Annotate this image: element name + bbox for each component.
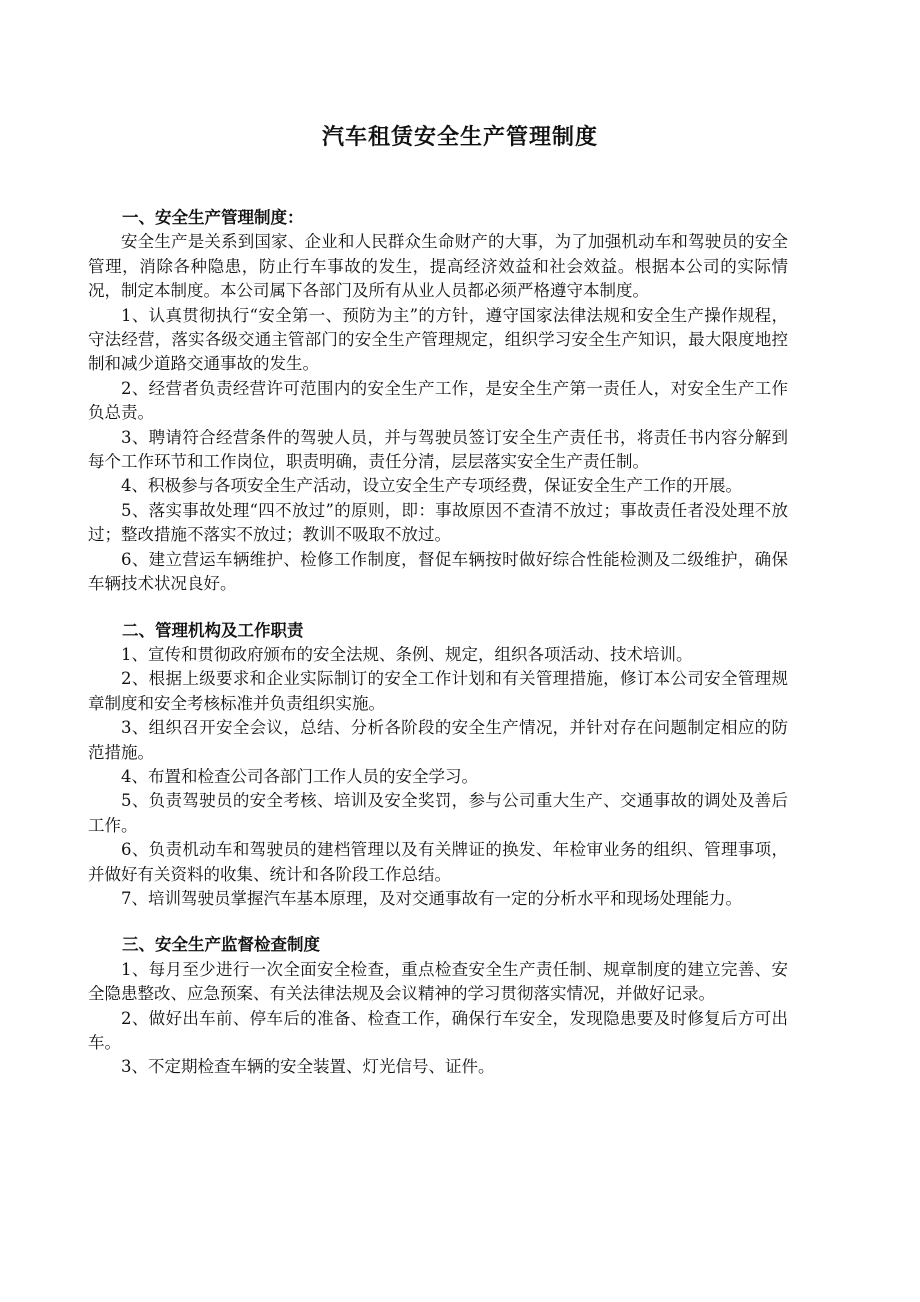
section-supervision-inspection xyxy=(88,933,788,1079)
section-heading: 二、管理机构及工作职责 xyxy=(122,620,304,640)
section-spacer xyxy=(88,597,788,619)
paragraph: 6、负责机动车和驾驶员的建档管理以及有关牌证的换发、年检审业务的组织、管理事项，并做好有关资料的收集、统计和各阶段工作总结。 xyxy=(88,840,788,884)
paragraph: 5、负责驾驶员的安全考核、培训及安全奖罚，参与公司重大生产、交通事故的调处及善后工作。 xyxy=(88,791,788,835)
paragraph: 2、经营者负责经营许可范围内的安全生产工作，是安全生产第一责任人，对安全生产工作负总责。 xyxy=(88,378,788,423)
paragraph: 1、认真贯彻执行“安全第一、预防为主”的方针，遵守国家法律法规和安全生产操作规程，守法经营，落实各级交通主管部门的安全生产管理规定，组织学习安全生产知识，最大限度地控制和减少道路交通事故的发生。 xyxy=(88,305,788,374)
paragraph: 安全生产是关系到国家、企业和人民群众生命财产的大事，为了加强机动车和驾驶员的安全管理，消除各种隐患，防止行车事故的发生，提高经济效益和社会效益。根据本公司的实际情况，制定本制度。本公司属下各部门及所有从业人员都必须严格遵守本制度。 xyxy=(88,232,788,301)
section-heading: 三、安全生产监督检查制度 xyxy=(122,935,320,955)
section-heading: 一、安全生产管理制度： xyxy=(122,208,304,227)
section-safety-management xyxy=(88,206,788,597)
paragraph: 7、培训驾驶员掌握汽车基本原理，及对交通事故有一定的分析水平和现场处理能力。 xyxy=(121,888,742,908)
paragraph: 4、积极参与各项安全生产活动，设立安全生产专项经费，保证安全生产工作的开展。 xyxy=(121,476,742,496)
section-spacer xyxy=(88,911,788,933)
paragraph: 4、布置和检查公司各部门工作人员的安全学习。 xyxy=(121,766,478,786)
document-body xyxy=(88,206,788,1080)
paragraph: 5、落实事故处理“四不放过”的原则，即：事故原因不查清不放过；事故责任者没处理不放过；整改措施不落实不放过；教训不吸取不放过。 xyxy=(88,500,788,545)
paragraph: 6、建立营运车辆维护、检修工作制度，督促车辆按时做好综合性能检测及二级维护，确保车辆技术状况良好。 xyxy=(88,549,788,594)
paragraph: 3、聘请符合经营条件的驾驶人员，并与驾驶员签订安全生产责任书，将责任书内容分解到每个工作环节和工作岗位，职责明确，责任分清，层层落实安全生产责任制。 xyxy=(88,427,788,472)
section-organization-duties xyxy=(88,619,788,912)
paragraph: 1、宣传和贯彻政府颁布的安全法规、条例、规定，组织各项活动、技术培训。 xyxy=(121,644,693,664)
paragraph: 1、每月至少进行一次全面安全检查，重点检查安全生产责任制、规章制度的建立完善、安全隐患整改、应急预案、有关法律法规及会议精神的学习贯彻落实情况，并做好记录。 xyxy=(88,959,788,1004)
paragraph: 2、做好出车前、停车后的准备、检查工作，确保行车安全，发现隐患要及时修复后方可出车。 xyxy=(88,1008,788,1052)
paragraph: 2、根据上级要求和企业实际制订的安全工作计划和有关管理措施，修订本公司安全管理规章制度和安全考核标准并负责组织实施。 xyxy=(88,669,788,713)
paragraph: 3、不定期检查车辆的安全装置、灯光信号、证件。 xyxy=(121,1057,495,1077)
document-title: 汽车租赁安全生产管理制度 xyxy=(321,125,598,150)
paragraph: 3、组织召开安全会议，总结、分析各阶段的安全生产情况，并针对存在问题制定相应的防范措施。 xyxy=(88,718,788,762)
